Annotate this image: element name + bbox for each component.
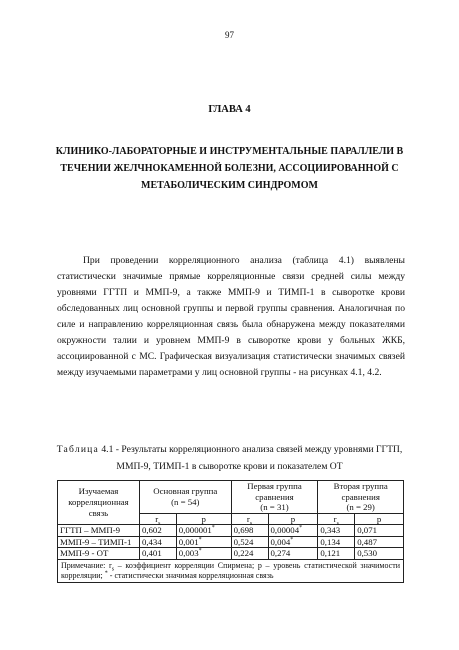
group-header-first-comparison: Первая группа сравнения (n = 31) xyxy=(231,481,318,514)
row-param: ММП-9 - ОТ xyxy=(58,548,140,560)
cell-r: 0,401 xyxy=(139,548,176,560)
cell-r: 0,343 xyxy=(318,525,355,537)
cell-p: 0,000001* xyxy=(176,525,231,537)
sub-header-r: $r_s$ xyxy=(318,513,355,525)
group-header-second-comparison: Вторая группа сравнения (n = 29) xyxy=(318,481,404,514)
cell-r: 0,698 xyxy=(231,525,268,537)
cell-p: 0,530 xyxy=(355,548,404,560)
group-header-main: Основная группа (n = 54) xyxy=(139,481,231,514)
table-caption xyxy=(40,441,419,475)
sub-header-p: p xyxy=(355,513,404,525)
body-paragraph: При проведении корреляционного анализа (таблица 4.1) выявлены статистически значимые прямые корреляционные связи средней силы между уровнями ГГТП и ММП-9, а также ММП-9 и ТИМП-1 в сыворотке крови обследованных лиц основной группы и первой группы сравнения. Аналогичная по силе и направлению корреляционная связь была обнаружена между показателями окружности талии и уровнем ММП-9 в сыворотке крови у больных ЖКБ, ассоциированной с МС. Графическая визуализация статистически значимых связей между изучаемыми параметрами у лиц основной группы - на рисунках 4.1, 4.2. xyxy=(57,255,405,378)
table-caption-prefix: Таблица xyxy=(56,444,99,455)
sub-header-r: $r_s$ xyxy=(231,513,268,525)
cell-p: 0,001* xyxy=(176,536,231,548)
row-param: ГГТП – ММП-9 xyxy=(58,525,140,537)
table-note: Примечание: $r_s$ – коэффициент корреляции Спирмена; p – уровень статистической значимости корреляции; * - статистически значимая корреляционная связь xyxy=(58,559,404,582)
row-param: ММП-9 – ТИМП-1 xyxy=(58,536,140,548)
chapter-title: КЛИНИКО-ЛАБОРАТОРНЫЕ И ИНСТРУМЕНТАЛЬНЫЕ ПАРАЛЛЕЛИ В ТЕЧЕНИИ ЖЕЛЧНОКАМЕННОЙ БОЛЕЗНИ, АССОЦИИРОВАННОЙ С МЕТАБОЛИЧЕСКИМ СИНДРОМОМ xyxy=(55,146,404,191)
cell-r: 0,134 xyxy=(318,536,355,548)
cell-r: 0,434 xyxy=(139,536,176,548)
table-note-row xyxy=(58,559,404,582)
table-row xyxy=(58,525,404,537)
cell-p: 0,00004* xyxy=(268,525,318,537)
cell-r: 0,602 xyxy=(139,525,176,537)
table-header-row xyxy=(58,481,404,514)
cell-r: 0,121 xyxy=(318,548,355,560)
sub-header-p: p xyxy=(176,513,231,525)
table-row xyxy=(58,536,404,548)
cell-r: 0,224 xyxy=(231,548,268,560)
correlation-table xyxy=(57,480,404,583)
sub-header-p: p xyxy=(268,513,318,525)
page-number: 97 xyxy=(225,30,234,40)
sub-header-r: $r_s$ xyxy=(139,513,176,525)
cell-p: 0,004* xyxy=(268,536,318,548)
cell-r: 0,524 xyxy=(231,536,268,548)
cell-p: 0,274 xyxy=(268,548,318,560)
table-caption-text: 4.1 - Результаты корреляционного анализа связей между уровнями ГГТП, ММП-9, ТИМП-1 в сыворотке крови и показателем ОТ xyxy=(98,444,403,472)
table-row xyxy=(58,548,404,560)
cell-p: 0,487 xyxy=(355,536,404,548)
cell-p: 0,003* xyxy=(176,548,231,560)
param-column-header: Изучаемая корреляционная связь xyxy=(58,481,140,525)
chapter-label: ГЛАВА 4 xyxy=(208,104,251,115)
cell-p: 0,071 xyxy=(355,525,404,537)
